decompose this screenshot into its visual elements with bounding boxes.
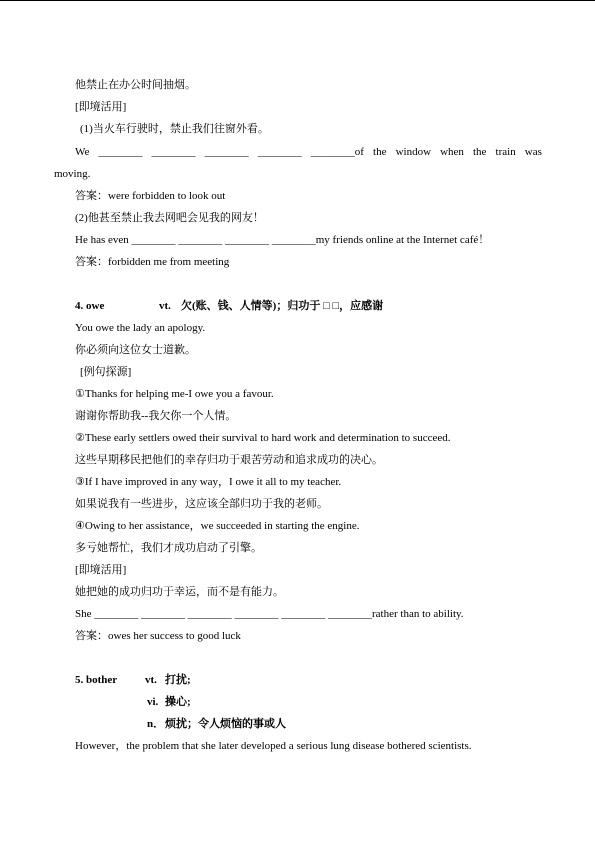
text-line: 他禁止在办公时间抽烟。	[75, 79, 196, 91]
text-line: 这些早期移民把他们的幸存归功于艰苦劳动和追求成功的决心。	[75, 454, 383, 466]
blank: ________	[151, 146, 196, 158]
example-line: ④Owing to her assistance，we succeeded in starting the engine.	[75, 520, 360, 532]
headword: 4. owe	[75, 300, 105, 312]
text-line: 她把她的成功归功于幸运，而不是有能力。	[75, 586, 284, 598]
text-line: 如果说我有一些进步，这应该全部归功于我的老师。	[75, 498, 328, 510]
section-label: [例句探源]	[80, 366, 132, 378]
text-line: 谢谢你帮助我--我欠你一个人情。	[75, 410, 237, 422]
text-line: 你必须向这位女士道歉。	[75, 344, 196, 356]
example-line: ①Thanks for helping me-I owe you a favour.	[75, 388, 274, 400]
word: the	[373, 146, 387, 158]
example-line: ③If I have improved in any way，I owe it all to my teacher.	[75, 476, 342, 488]
entry-heading-owe	[75, 299, 383, 313]
section-label: [即境活用]	[75, 101, 127, 113]
section-label: [即境活用]	[75, 564, 127, 576]
exercise-line: He has even ________ ________ ________ ________my friends online at the Internet café！	[75, 234, 490, 246]
answer-line: 答案：forbidden me from meeting	[75, 256, 230, 268]
word: window	[395, 146, 432, 158]
definition: 操心;	[165, 696, 191, 708]
example-line: However，the problem that she later developed a serious lung disease bothered scientists.	[75, 740, 472, 752]
text-line: (1)当火车行驶时，禁止我们往窗外看。	[80, 123, 269, 135]
definition: 打扰;	[165, 674, 191, 686]
part-of-speech: vi.	[147, 696, 159, 708]
part-of-speech: vt.	[159, 300, 171, 312]
answer-line: 答案：owes her success to good luck	[75, 630, 241, 642]
word: train	[495, 146, 516, 158]
exercise-line-justified	[75, 145, 542, 159]
text-line: (2)他甚至禁止我去网吧会见我的网友！	[75, 212, 264, 224]
entry-sense	[147, 695, 191, 709]
answer-line: 答案：were forbidden to look out	[75, 190, 226, 202]
text-line: You owe the lady an apology.	[75, 322, 206, 334]
blank: ________	[98, 146, 143, 158]
part-of-speech: n．	[147, 718, 165, 730]
definition: 欠(账、钱、人情等)；归功于 □ □，应感谢	[181, 300, 384, 312]
word: We	[75, 146, 90, 158]
word: was	[524, 146, 542, 158]
entry-sense	[147, 717, 286, 731]
definition: 烦扰；令人烦恼的事或人	[165, 718, 286, 730]
exercise-line: She ________ ________ ________ ________ ________ ________rather than to ability.	[75, 608, 464, 620]
headword: 5. bother	[75, 674, 118, 686]
blank: ________	[204, 146, 249, 158]
word: ________of	[310, 146, 364, 158]
word: when	[440, 146, 464, 158]
entry-heading-bother	[75, 673, 191, 687]
example-line: ②These early settlers owed their survival to hard work and determination to succeed.	[75, 432, 451, 444]
blank: ________	[257, 146, 302, 158]
text-line: 多亏她帮忙，我们才成功启动了引擎。	[75, 542, 262, 554]
text-line: moving.	[54, 168, 91, 180]
word: the	[473, 146, 487, 158]
part-of-speech: vt.	[145, 674, 157, 686]
